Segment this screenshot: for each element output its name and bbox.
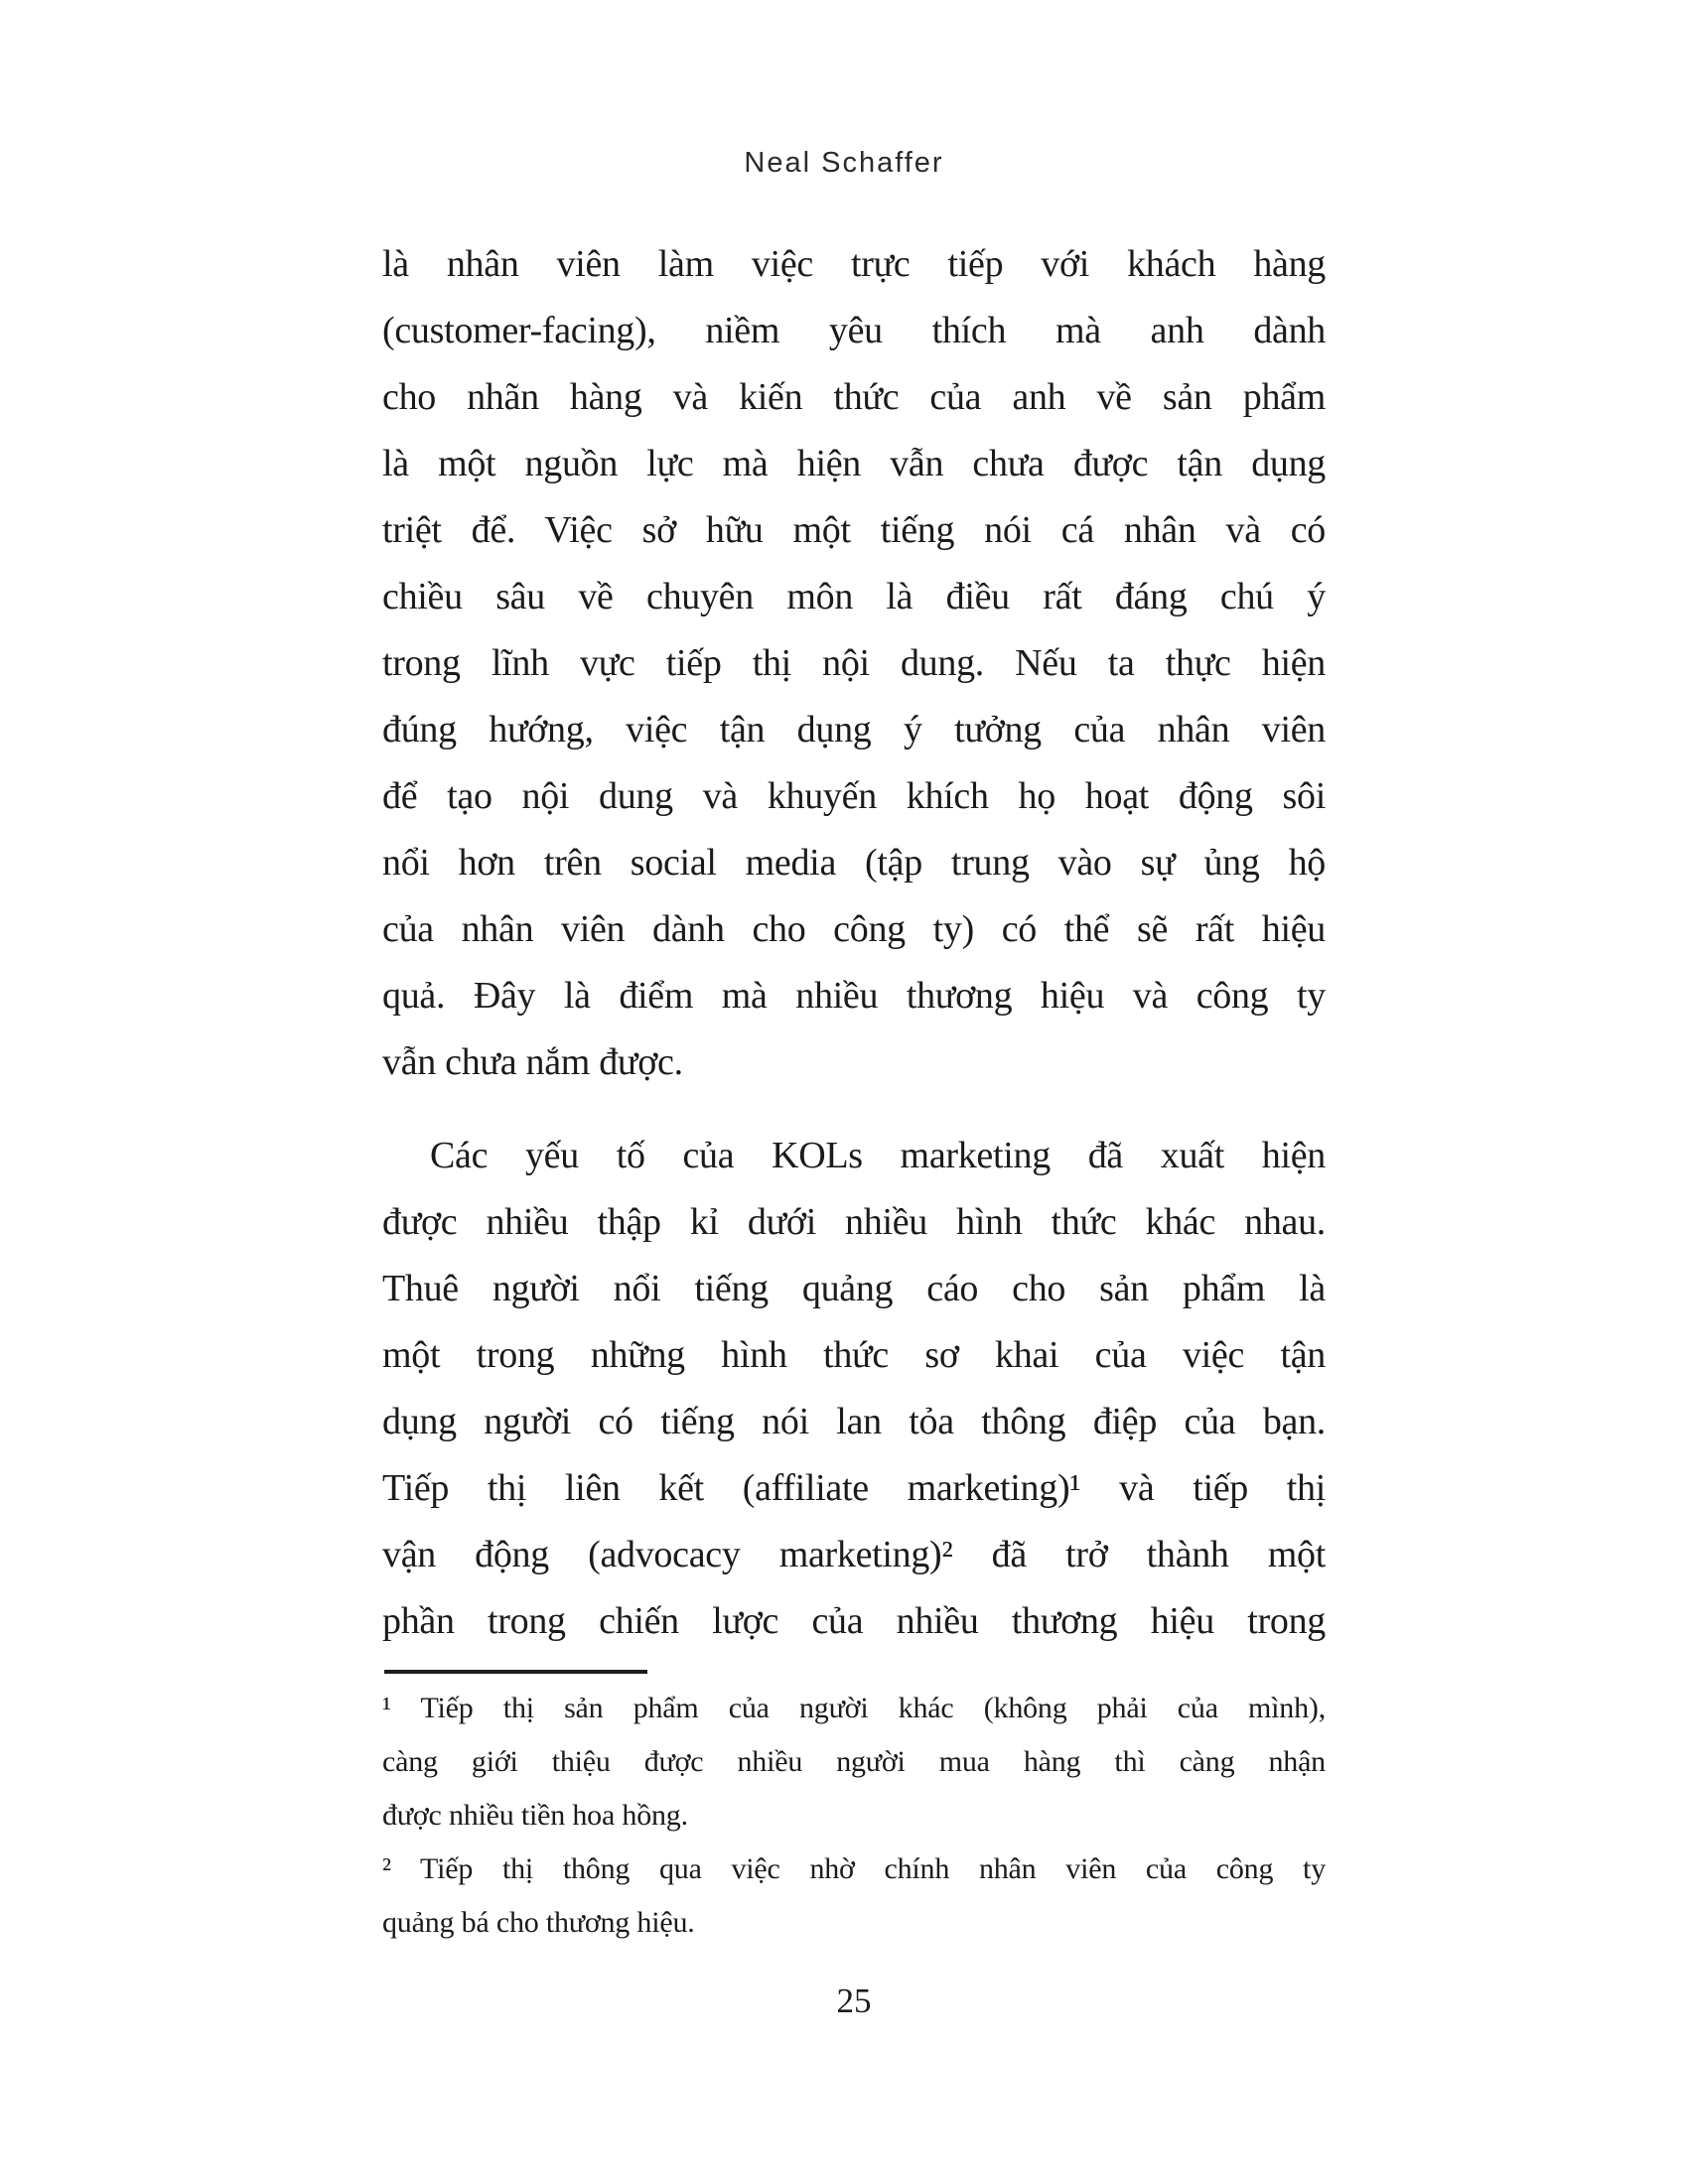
text-line: (customer-facing), niềm yêu thích mà anh dành bbox=[382, 310, 1326, 351]
text-line: phần trong chiến lược của nhiều thương hiệu trong bbox=[382, 1600, 1326, 1642]
page-number: 25 bbox=[836, 1981, 872, 2020]
text-line: chiều sâu về chuyên môn là điều rất đáng chú ý bbox=[382, 576, 1326, 617]
text-line: quảng bá cho thương hiệu. bbox=[382, 1906, 695, 1939]
paragraph-1 bbox=[382, 231, 1326, 1096]
text-line: được nhiều tiền hoa hồng. bbox=[382, 1799, 688, 1832]
text-line: Tiếp thị liên kết (affiliate marketing)¹ và tiếp thị bbox=[382, 1467, 1326, 1509]
text-line: ² Tiếp thị thông qua việc nhờ chính nhân viên của công ty bbox=[382, 1852, 1326, 1885]
footnote-2 bbox=[382, 1843, 1326, 1950]
text-line: triệt để. Việc sở hữu một tiếng nói cá nhân và có bbox=[382, 509, 1326, 551]
text-line: càng giới thiệu được nhiều người mua hàng thì càng nhận bbox=[382, 1745, 1326, 1778]
text-line: vẫn chưa nắm được. bbox=[382, 1041, 683, 1083]
text-column bbox=[382, 0, 1326, 2184]
text-line: một trong những hình thức sơ khai của việc tận bbox=[382, 1334, 1326, 1376]
footnotes-block bbox=[382, 1682, 1326, 1950]
paragraph-2 bbox=[382, 1123, 1326, 1655]
text-line: là nhân viên làm việc trực tiếp với khách hàng bbox=[382, 243, 1326, 285]
text-line: dụng người có tiếng nói lan tỏa thông điệp của bạn. bbox=[382, 1401, 1326, 1442]
text-line: nổi hơn trên social media (tập trung vào sự ủng hộ bbox=[382, 842, 1326, 884]
text-line: là một nguồn lực mà hiện vẫn chưa được tận dụng bbox=[382, 443, 1326, 484]
running-header-title: Neal Schaffer bbox=[744, 147, 944, 179]
text-line: đúng hướng, việc tận dụng ý tưởng của nhân viên bbox=[382, 709, 1326, 751]
text-line: Các yếu tố của KOLs marketing đã xuất hiện bbox=[430, 1135, 1326, 1176]
text-line: được nhiều thập kỉ dưới nhiều hình thức khác nhau. bbox=[382, 1201, 1326, 1243]
text-line: của nhân viên dành cho công ty) có thể sẽ rất hiệu bbox=[382, 908, 1326, 950]
text-line: cho nhãn hàng và kiến thức của anh về sản phẩm bbox=[382, 376, 1326, 418]
text-line: vận động (advocacy marketing)² đã trở thành một bbox=[382, 1534, 1326, 1575]
footnote-1 bbox=[382, 1682, 1326, 1843]
text-line: để tạo nội dung và khuyến khích họ hoạt động sôi bbox=[382, 775, 1326, 817]
text-line: trong lĩnh vực tiếp thị nội dung. Nếu ta thực hiện bbox=[382, 642, 1326, 684]
text-line: ¹ Tiếp thị sản phẩm của người khác (không phải của mình), bbox=[382, 1692, 1326, 1724]
text-line: Thuê người nổi tiếng quảng cáo cho sản phẩm là bbox=[382, 1268, 1326, 1309]
footnote-separator-rule bbox=[384, 1670, 647, 1674]
text-line: quả. Đây là điểm mà nhiều thương hiệu và công ty bbox=[382, 975, 1326, 1017]
